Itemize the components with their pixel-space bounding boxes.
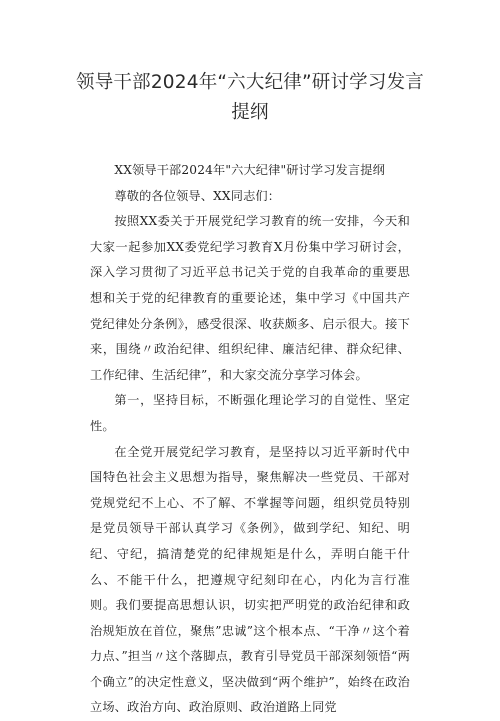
intro-paragraph: 按照XX委关于开展党纪学习教育的统一安排，今天和大家一起参加XX委党纪学习教育X月份集中学习研讨会，深入学习贯彻了习近平总书记关于党的自我革命的重要思想和关于党的纪律教育的重要论述，集中学习《中国共产党纪律处分条例》，感受很深、收获颇多、启示很大。接下来，围绕〃政治纪律、组织纪律、廉洁纪律、群众纪律、工作纪律、生活纪律”，和大家交流分享学习体会。 bbox=[90, 214, 410, 382]
document-body bbox=[90, 158, 410, 721]
document-title: 领导干部2024年“六大纪律”研讨学习发言提纲 bbox=[76, 72, 424, 123]
subtitle-paragraph: XX领导干部2024年"六大纪律"研讨学习发言提纲 bbox=[114, 163, 385, 177]
salutation-paragraph: 尊敬的各位领导、XX同志们： bbox=[114, 188, 281, 203]
body-paragraph: 在全党开展党纪学习教育，是坚持以习近平新时代中国特色社会主义思想为指导，聚焦解决一些党员、干部对党规党纪不上心、不了解、不掌握等问题，组织党员特别是党员领导干部认真学习《条例》，做到学纪、知纪、明纪、守纪，搞清楚党的纪律规矩是什么，弄明白能干什么、不能干什么，把遵规守纪刻印在心，内化为言行准则。我们要提高思想认识，切实把严明党的政治纪律和政治规矩放在首位，聚焦”忠诚”这个根本点、“干净〃这个着力点、”担当〃这个落脚点，教育引导党员干部深刻领悟“两个确立”的决定性意义，坚决做到“两个维护”，始终在政治立场、政治方向、政治原则、政治道路上同党 bbox=[90, 444, 410, 715]
section-heading-paragraph: 第一，坚持目标，不断强化理论学习的自觉性、坚定性。 bbox=[90, 393, 410, 433]
